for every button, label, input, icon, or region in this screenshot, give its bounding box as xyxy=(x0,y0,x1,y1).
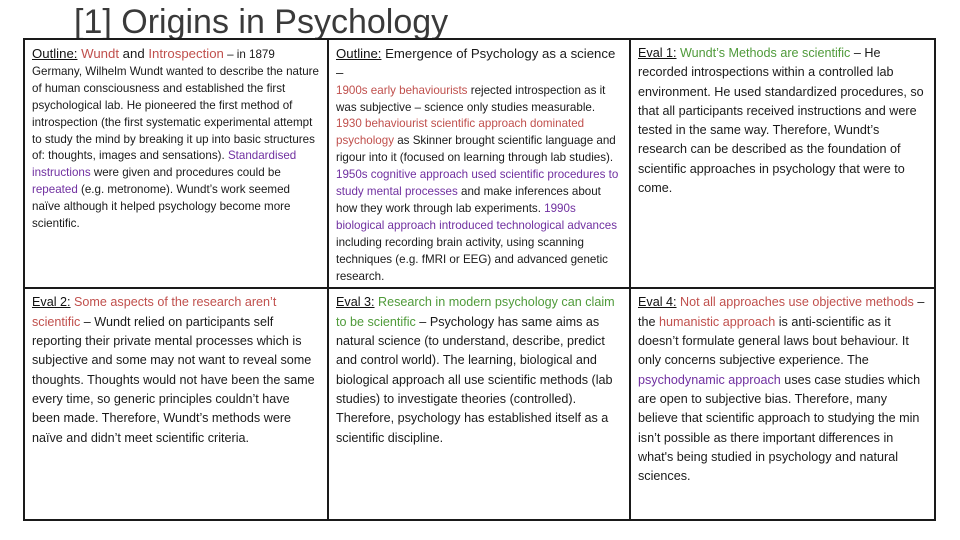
highlight-text: Wundt’s Methods are scientific xyxy=(680,46,851,60)
highlight-text: Standardised instructions xyxy=(32,149,297,180)
highlight-text: 1900s early behaviourists xyxy=(336,83,468,97)
content-grid xyxy=(23,38,936,521)
cell-label: Eval 3: xyxy=(336,295,375,310)
highlight-text: repeated xyxy=(32,183,78,197)
cell-body: Eval 1: Wundt’s Methods are scientific – He recorded introspections within a controlled lab environment. He used standardized procedures, so that all participants received instructions and were tested in the same way. Therefore, Wundt’s research can be described as the foundation of scientific approaches in psychology that were to come. xyxy=(638,46,924,196)
cell-body: 1900s early behaviourists rejected introspection as it was subjective – science only studies measurable. 1930 behaviourist scientific approach dominated psychology as Skinner brought scientific language and rigour into it (focused on learning through lab studies). 1950s cognitive approach used scientific procedures to study mental processes and make inferences about how they work through lab experiments. 1990s biological approach introduced technological advances including recording brain activity, using scanning techniques (e.g. fMRI or EEG) and advanced genetic research. xyxy=(336,83,619,283)
cell-body: Eval 4: Not all approaches use objective methods – the humanistic approach is anti-scientific as it doesn’t formulate general laws bout behaviour. It only concerns subjective experience. The psychodynamic approach uses case studies which are open to subjective bias. Therefore, many believe that scientific approach to studying the min isn’t possible as there important differences in what's being studied in psychology and natural sciences. xyxy=(638,295,925,484)
cell-eval-1 xyxy=(630,39,935,288)
cell-label: Eval 1: xyxy=(638,46,677,60)
page-title: [1] Origins in Psychology xyxy=(74,3,449,40)
cell-label: Outline: xyxy=(32,46,78,61)
highlight-text: Some aspects of the research aren’t scientific xyxy=(32,295,277,329)
cell-eval-3 xyxy=(328,288,630,520)
highlight-text: Wundt xyxy=(81,46,120,61)
highlight-text: 1930 behaviourist scientific approach dominated psychology xyxy=(336,117,585,148)
highlight-text: humanistic approach xyxy=(659,314,776,329)
highlight-text: 1990s biological approach introduced technological advances xyxy=(336,201,618,232)
cell-eval-4 xyxy=(630,288,935,520)
cell-body: Eval 2: Some aspects of the research aren’t scientific – Wundt relied on participants self reporting their private mental processes which is subjective and some may not want to reveal some thoughts. Thoughts would not have been the same every time, so generic principles couldn’t have been made. Therefore, Wundt’s methods were naïve and didn’t meet scientific criteria. xyxy=(32,295,315,445)
cell-label: Outline: xyxy=(336,46,382,61)
cell-body: Eval 3: Research in modern psychology can claim to be scientific – Psychology has same aims as natural science (to understand, describe, predict and control world). The learning, biological and biological approach all use scientific methods (lab studies) to investigate theories (controlled). Therefore, psychology has established itself as a scientific discipline. xyxy=(336,295,615,445)
cell-outline-wundt: Outline: Wundt and Introspection – in 1879 Germany, Wilhelm Wundt wanted to describe the nature of human consciousness and established the first psychological lab. He pioneered the first method of introspection (the first systematic experimental attempt to study the mind by breaking it up into basic structures of: thoughts, images and sensations). Standardised instructions were given and procedures could be repeated (e.g. metronome). Wundt’s work seemed naïve although it helped psychology become more scientific. xyxy=(24,39,328,288)
cell-outline-emergence: Outline: Emergence of Psychology as a science – 1900s early behaviourists rejected introspection as it was subjective – science only studies measurable. 1930 behaviourist scientific approach dominated psychology as Skinner brought scientific language and rigour into it (focused on learning through lab studies). 1950s cognitive approach used scientific procedures to study mental processes and make inferences about how they work through lab experiments. 1990s biological approach introduced technological advances including recording brain activity, using scanning techniques (e.g. fMRI or EEG) and advanced genetic research. xyxy=(328,39,630,288)
highlight-text: 1950s cognitive approach used scientific procedures to study mental processes xyxy=(336,168,619,199)
cell-body: Germany, Wilhelm Wundt wanted to describe the nature of human consciousness and established the first psychological lab. He pioneered the first method of introspection (the first systematic experimental attempt to study the mind by breaking it up into basic structures of: thoughts, images and sensations). Standardised instructions were given and procedures could be repeated (e.g. metronome). Wundt’s work seemed naïve although it helped psychology become more scientific. xyxy=(32,64,319,231)
cell-label: Eval 2: xyxy=(32,295,71,310)
highlight-text: Research in modern psychology can claim to be scientific xyxy=(336,295,615,329)
cell-label: Eval 4: xyxy=(638,295,677,310)
highlight-text: Introspection xyxy=(148,46,224,61)
cell-eval-2 xyxy=(24,288,328,520)
highlight-text: Not all approaches use objective methods xyxy=(680,295,914,310)
highlight-text: psychodynamic approach xyxy=(638,372,781,387)
